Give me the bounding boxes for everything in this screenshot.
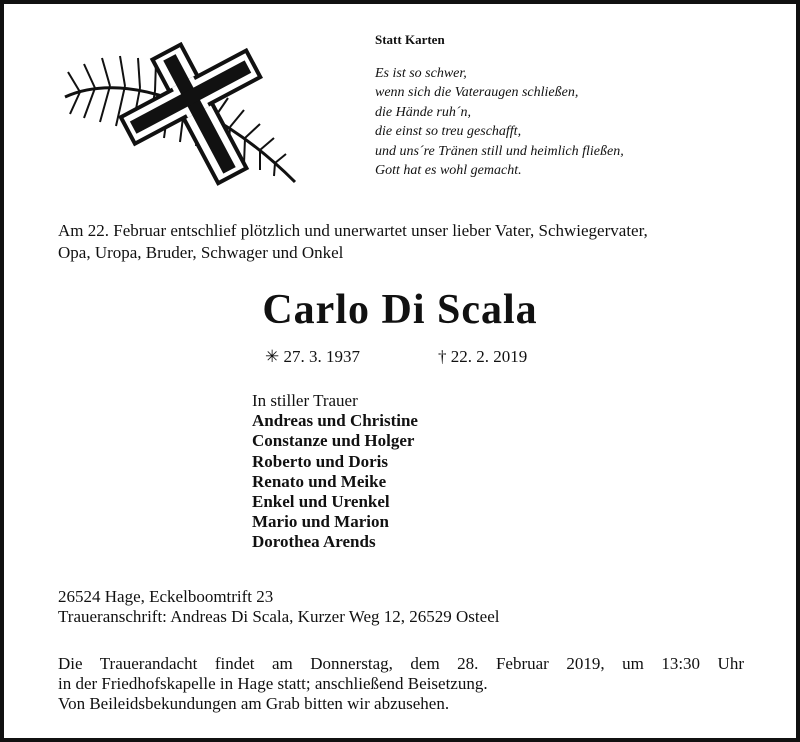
poem-line: Es ist so schwer, — [375, 66, 467, 81]
cross-with-palm-branch-icon — [60, 42, 310, 192]
poem-line: die einst so treu geschafft, — [375, 124, 522, 140]
address-block — [58, 587, 499, 627]
poem-line: Gott hat es wohl gemacht. — [375, 163, 522, 179]
mourners-list — [252, 391, 418, 553]
mourner-name: Roberto und Doris — [252, 451, 389, 471]
poem-line: wenn sich die Vateraugen schließen, — [375, 85, 579, 101]
deceased-name: Carlo Di Scala — [262, 287, 538, 333]
mourner-name: Andreas und Christine — [252, 411, 418, 431]
announcement-line: Opa, Uropa, Bruder, Schwager und Onkel — [58, 243, 344, 262]
service-info — [58, 654, 744, 714]
mourner-name: Constanze und Holger — [252, 431, 415, 451]
mourning-intro: In stiller Trauer — [252, 391, 358, 410]
mourner-name: Renato und Meike — [252, 471, 387, 491]
birth-date: ✳ 27. 3. 1937 — [265, 347, 360, 366]
service-line: Die Trauerandacht findet am Donnerstag, dem 28. Februar 2019, um 13:30 Uhr — [58, 654, 744, 673]
mourner-name: Mario und Marion — [252, 512, 389, 532]
poem — [375, 64, 624, 180]
statt-karten-label: Statt Karten — [375, 32, 445, 47]
death-date: † 22. 2. 2019 — [438, 347, 528, 366]
mourner-name: Dorothea Arends — [252, 532, 376, 552]
poem-line: die Hände ruh´n, — [375, 104, 472, 120]
announcement-line: Am 22. Februar entschlief plötzlich und unerwartet unser lieber Vater, Schwiegervater, — [58, 221, 648, 240]
mourning-address: Traueranschrift: Andreas Di Scala, Kurzer Weg 12, 26529 Osteel — [58, 607, 500, 626]
home-address: 26524 Hage, Eckelboomtrift 23 — [58, 587, 274, 606]
poem-line: und uns´re Tränen still und heimlich fließen, — [375, 143, 624, 159]
service-line: Von Beileidsbekundungen am Grab bitten wir abzusehen. — [58, 694, 450, 713]
mourner-name: Enkel und Urenkel — [252, 492, 390, 512]
announcement-text — [58, 220, 758, 264]
service-line: in der Friedhofskapelle in Hage statt; anschließend Beisetzung. — [58, 674, 488, 693]
